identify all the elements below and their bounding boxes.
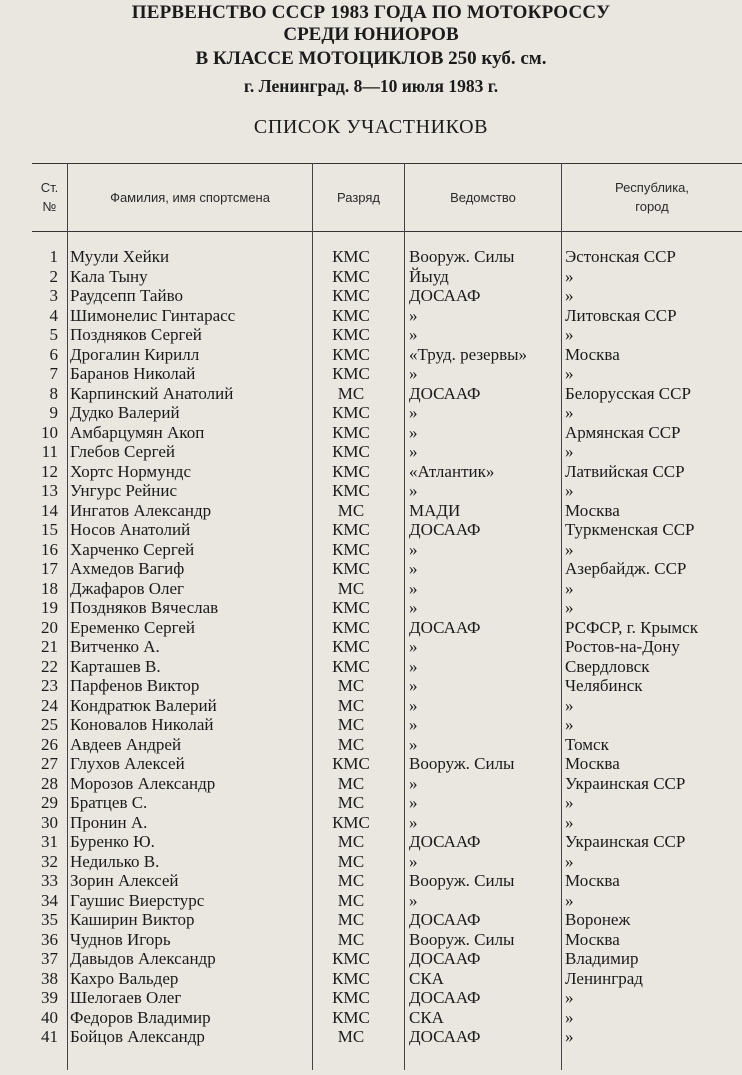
list-subtitle: СПИСОК УЧАСТНИКОВ [253,116,489,138]
participant-department: » [409,422,418,442]
participant-department: Вооруж. Силы [409,929,515,949]
participant-name: Парфенов Виктор [70,676,200,695]
row-number: 5 [49,325,58,344]
table-row [32,579,742,599]
participant-rank: МС [337,500,365,520]
row-number: 8 [49,383,58,403]
row-number: 28 [41,773,58,793]
participant-rank: КМС [332,968,370,988]
participant-name: Баранов Николай [70,364,196,383]
participant-rank: КМС [332,325,370,344]
table-row [32,852,742,872]
participant-rank: КМС [332,988,370,1007]
participant-rank: КМС [332,520,370,539]
participant-department: «Атлантик» [409,461,495,481]
participant-republic-city: » [565,988,574,1007]
participant-name: Унгурс Рейнис [70,481,178,500]
table-row [32,871,742,891]
participant-republic-city: Свердловск [565,656,650,676]
table-row [32,949,742,969]
table-row [32,793,742,813]
participant-rank: МС [337,383,365,403]
row-number: 7 [49,364,58,383]
table-row [32,442,742,462]
participant-department: » [409,637,418,656]
participant-department: «Труд. резервы» [409,344,528,364]
row-number: 40 [41,1007,58,1027]
participant-department: ДОСААФ [409,383,481,403]
participant-republic-city: » [565,695,574,715]
row-number: 2 [49,266,58,286]
participants-rows [32,247,742,1047]
participant-rank: МС [337,734,365,754]
participant-rank: КМС [332,559,370,578]
column-header-department: Ведомство [450,189,516,205]
participant-name: Ингатов Александр [70,500,212,520]
table-row [32,657,742,677]
participant-department: СКА [409,1007,444,1027]
participant-rank: КМС [332,344,370,364]
participant-department: ДОСААФ [409,949,481,968]
participant-rank: МС [337,832,365,851]
table-row [32,384,742,404]
participant-name: Бойцов Александр [70,1027,205,1046]
row-number: 34 [41,890,58,910]
participant-name: Каширин Виктор [70,910,195,929]
participant-department: » [409,403,418,422]
participant-name: Глухов Алексей [70,754,185,773]
participant-rank: КМС [332,949,370,968]
participant-rank: МС [337,910,365,929]
participant-department: Йыуд [409,266,449,286]
participant-rank: МС [337,871,365,890]
table-row [32,423,742,443]
participant-republic-city: » [565,890,574,910]
participant-department: » [409,578,418,598]
row-number: 27 [41,754,58,773]
participant-name: Пронин А. [70,812,148,832]
participant-republic-city: » [565,793,574,812]
participant-department: » [409,773,418,793]
participant-department: » [409,364,418,383]
participant-department: ДОСААФ [409,832,481,851]
participant-republic-city: Томск [565,734,609,754]
row-number: 17 [41,559,58,578]
participant-department: » [409,890,418,910]
row-number: 29 [41,793,58,812]
column-header-rank: Разряд [337,189,380,205]
participant-republic-city: Литовская ССР [565,305,677,325]
table-row [32,247,742,267]
participant-republic-city: Москва [565,344,620,364]
participant-department: » [409,325,418,344]
participant-department: » [409,812,418,832]
participant-rank: КМС [332,539,370,559]
participant-rank: МС [337,773,365,793]
row-number: 39 [41,988,58,1007]
participant-name: Муули Хейки [70,247,170,266]
row-number: 30 [41,812,58,832]
row-number: 24 [41,695,58,715]
table-row [32,598,742,618]
participant-republic-city: Москва [565,500,620,520]
participant-rank: МС [337,793,365,812]
participant-republic-city: » [565,715,574,734]
participant-name: Зорин Алексей [70,871,179,890]
participant-rank: МС [337,715,365,734]
participant-rank: МС [337,929,365,949]
participant-name: Карпинский Анатолий [70,383,234,403]
table-row [32,403,742,423]
participant-republic-city: Москва [565,871,620,890]
participant-department: » [409,305,418,325]
table-row [32,735,742,755]
participant-republic-city: Армянская ССР [565,422,681,442]
participant-department: » [409,695,418,715]
participant-rank: КМС [332,422,370,442]
participant-name: Шимонелис Гинтарасс [70,305,236,325]
row-number: 9 [49,403,58,422]
table-row [32,286,742,306]
participant-department: МАДИ [409,500,461,520]
participant-department: ДОСААФ [409,617,481,637]
participant-republic-city: » [565,578,574,598]
participant-republic-city: » [565,481,574,500]
table-row [32,754,742,774]
participant-name: Носов Анатолий [70,520,191,539]
title-line-1: ПЕРВЕНСТВО СССР 1983 ГОДА ПО МОТОКРОССУ [131,2,611,23]
participant-department: » [409,851,418,871]
participant-name: Раудсепп Тайво [70,286,183,305]
participant-name: Буренко Ю. [70,832,155,851]
row-number: 25 [41,715,58,734]
participant-name: Дрогалин Кирилл [70,344,200,364]
participant-department: ДОСААФ [409,286,481,305]
participant-department: » [409,539,418,559]
participant-name: Федоров Владимир [70,1007,211,1027]
participant-republic-city: » [565,1027,574,1046]
participant-name: Чуднов Игорь [70,929,171,949]
participant-name: Кондратюк Валерий [70,695,217,715]
participant-department: ДОСААФ [409,988,481,1007]
row-number: 19 [41,598,58,617]
row-number: 38 [41,968,58,988]
participant-department: » [409,793,418,812]
table-row [32,618,742,638]
table-row [32,540,742,560]
table-row [32,715,742,735]
participant-republic-city: Ленинград [565,968,643,988]
participant-republic-city: Белорусская ССР [565,383,691,403]
participant-name: Гаушис Виерстурс [70,890,205,910]
participant-department: » [409,559,418,578]
participant-republic-city: Украинская ССР [565,773,686,793]
participant-name: Дудко Валерий [70,403,180,422]
participant-rank: КМС [332,403,370,422]
participant-name: Джафаров Олег [70,578,185,598]
participant-department: ДОСААФ [409,520,481,539]
row-number: 11 [41,442,58,461]
participant-department: » [409,481,418,500]
row-number: 4 [49,305,58,325]
participant-republic-city: Ростов-на-Дону [565,637,680,656]
participant-department: » [409,734,418,754]
row-number: 32 [41,851,58,871]
participant-republic-city: » [565,442,574,461]
participant-name: Глебов Сергей [70,442,175,461]
row-number: 36 [41,929,58,949]
row-number: 35 [41,910,58,929]
table-row [32,832,742,852]
row-number: 1 [49,247,58,266]
row-number: 41 [41,1027,58,1046]
row-number: 6 [49,344,58,364]
participant-name: Поздняков Сергей [70,325,202,344]
participant-name: Хортс Нормундс [70,461,191,481]
table-row [32,559,742,579]
participant-rank: КМС [332,812,370,832]
participant-department: » [409,442,418,461]
participant-name: Шелогаев Олег [70,988,182,1007]
participant-republic-city: РСФСР, г. Крымск [565,617,698,637]
participant-rank: КМС [332,286,370,305]
participant-rank: КМС [332,461,370,481]
column-header-name: Фамилия, имя спортсмена [110,189,270,205]
table-row [32,481,742,501]
participant-name: Ахмедов Вагиф [70,559,185,578]
participant-republic-city: Эстонская ССР [565,247,676,266]
participant-republic-city: » [565,539,574,559]
participant-name: Еременко Сергей [70,617,195,637]
table-row [32,325,742,345]
participants-table [32,163,742,1070]
table-row [32,637,742,657]
participant-republic-city: Москва [565,929,620,949]
row-number: 21 [41,637,58,656]
participant-republic-city: » [565,403,574,422]
participant-rank: КМС [332,266,370,286]
row-number: 31 [41,832,58,851]
participant-department: » [409,676,418,695]
row-number: 33 [41,871,58,890]
participant-republic-city: Москва [565,754,620,773]
participant-department: Вооруж. Силы [409,247,515,266]
participant-name: Авдеев Андрей [70,734,182,754]
participant-rank: МС [337,851,365,871]
row-number: 18 [41,578,58,598]
participant-name: Кахро Вальдер [70,968,179,988]
participant-department: » [409,598,418,617]
table-row [32,345,742,365]
table-row [32,774,742,794]
participant-rank: КМС [332,656,370,676]
row-number: 10 [41,422,58,442]
participant-name: Кала Тыну [70,266,148,286]
participant-republic-city: Туркменская ССР [565,520,695,539]
event-location-date: г. Ленинград. 8—10 июля 1983 г. [243,76,499,96]
table-row [32,1008,742,1028]
row-number: 14 [41,500,58,520]
row-number: 13 [41,481,58,500]
participant-rank: КМС [332,481,370,500]
participant-department: ДОСААФ [409,910,481,929]
row-number: 37 [41,949,58,968]
participant-republic-city: » [565,1007,574,1027]
participant-republic-city: Челябинск [565,676,643,695]
participant-department: » [409,715,418,734]
table-row [32,969,742,989]
table-row [32,813,742,833]
participant-rank: КМС [332,754,370,773]
table-row [32,306,742,326]
participant-rank: КМС [332,247,370,266]
table-row [32,1027,742,1047]
participant-republic-city: Латвийская ССР [565,461,685,481]
participant-name: Карташев В. [70,656,161,676]
table-row [32,891,742,911]
participant-republic-city: Воронеж [565,910,631,929]
participant-name: Харченко Сергей [70,539,195,559]
table-row [32,462,742,482]
participant-department: » [409,656,418,676]
participant-rank: КМС [332,598,370,617]
participant-name: Давыдов Александр [70,949,216,968]
participant-name: Недилько В. [70,851,160,871]
table-row [32,520,742,540]
participant-republic-city: » [565,266,574,286]
participant-rank: МС [337,1027,365,1046]
title-line-2: СРЕДИ ЮНИОРОВ [283,24,459,45]
participant-republic-city: » [565,598,574,617]
table-header-rule [32,231,742,232]
participant-rank: КМС [332,364,370,383]
participant-name: Коновалов Николай [70,715,214,734]
participant-name: Морозов Александр [70,773,216,793]
participant-rank: КМС [332,637,370,656]
row-number: 12 [41,461,58,481]
row-number: 20 [41,617,58,637]
participant-rank: КМС [332,442,370,461]
participant-department: Вооруж. Силы [409,871,515,890]
participant-department: СКА [409,968,444,988]
table-row [32,676,742,696]
column-header-number: Ст. № [40,180,59,214]
table-row [32,364,742,384]
participant-rank: КМС [332,305,370,325]
table-row [32,501,742,521]
table-row [32,267,742,287]
table-row [32,988,742,1008]
column-header-republic: Республика, город [614,180,690,214]
participant-republic-city: » [565,364,574,383]
participant-rank: КМС [332,617,370,637]
table-row [32,696,742,716]
participant-name: Поздняков Вячеслав [70,598,219,617]
table-row [32,910,742,930]
participant-rank: МС [337,676,365,695]
participant-department: Вооруж. Силы [409,754,515,773]
participant-rank: МС [337,578,365,598]
participant-rank: МС [337,890,365,910]
participant-rank: МС [337,695,365,715]
participant-republic-city: » [565,812,574,832]
participant-republic-city: » [565,286,574,305]
row-number: 16 [41,539,58,559]
participant-name: Амбарцумян Акоп [70,422,205,442]
participant-rank: КМС [332,1007,370,1027]
row-number: 26 [41,734,58,754]
row-number: 3 [49,286,58,305]
participant-republic-city: Азербайдж. ССР [565,559,687,578]
participant-name: Братцев С. [70,793,148,812]
table-row [32,930,742,950]
title-line-3: В КЛАССЕ МОТОЦИКЛОВ 250 куб. см. [195,48,547,69]
participant-republic-city: » [565,851,574,871]
participant-republic-city: Украинская ССР [565,832,686,851]
participant-republic-city: » [565,325,574,344]
row-number: 23 [41,676,58,695]
participant-republic-city: Владимир [565,949,639,968]
participant-name: Витченко А. [70,637,160,656]
row-number: 22 [41,656,58,676]
participant-department: ДОСААФ [409,1027,481,1046]
row-number: 15 [41,520,58,539]
